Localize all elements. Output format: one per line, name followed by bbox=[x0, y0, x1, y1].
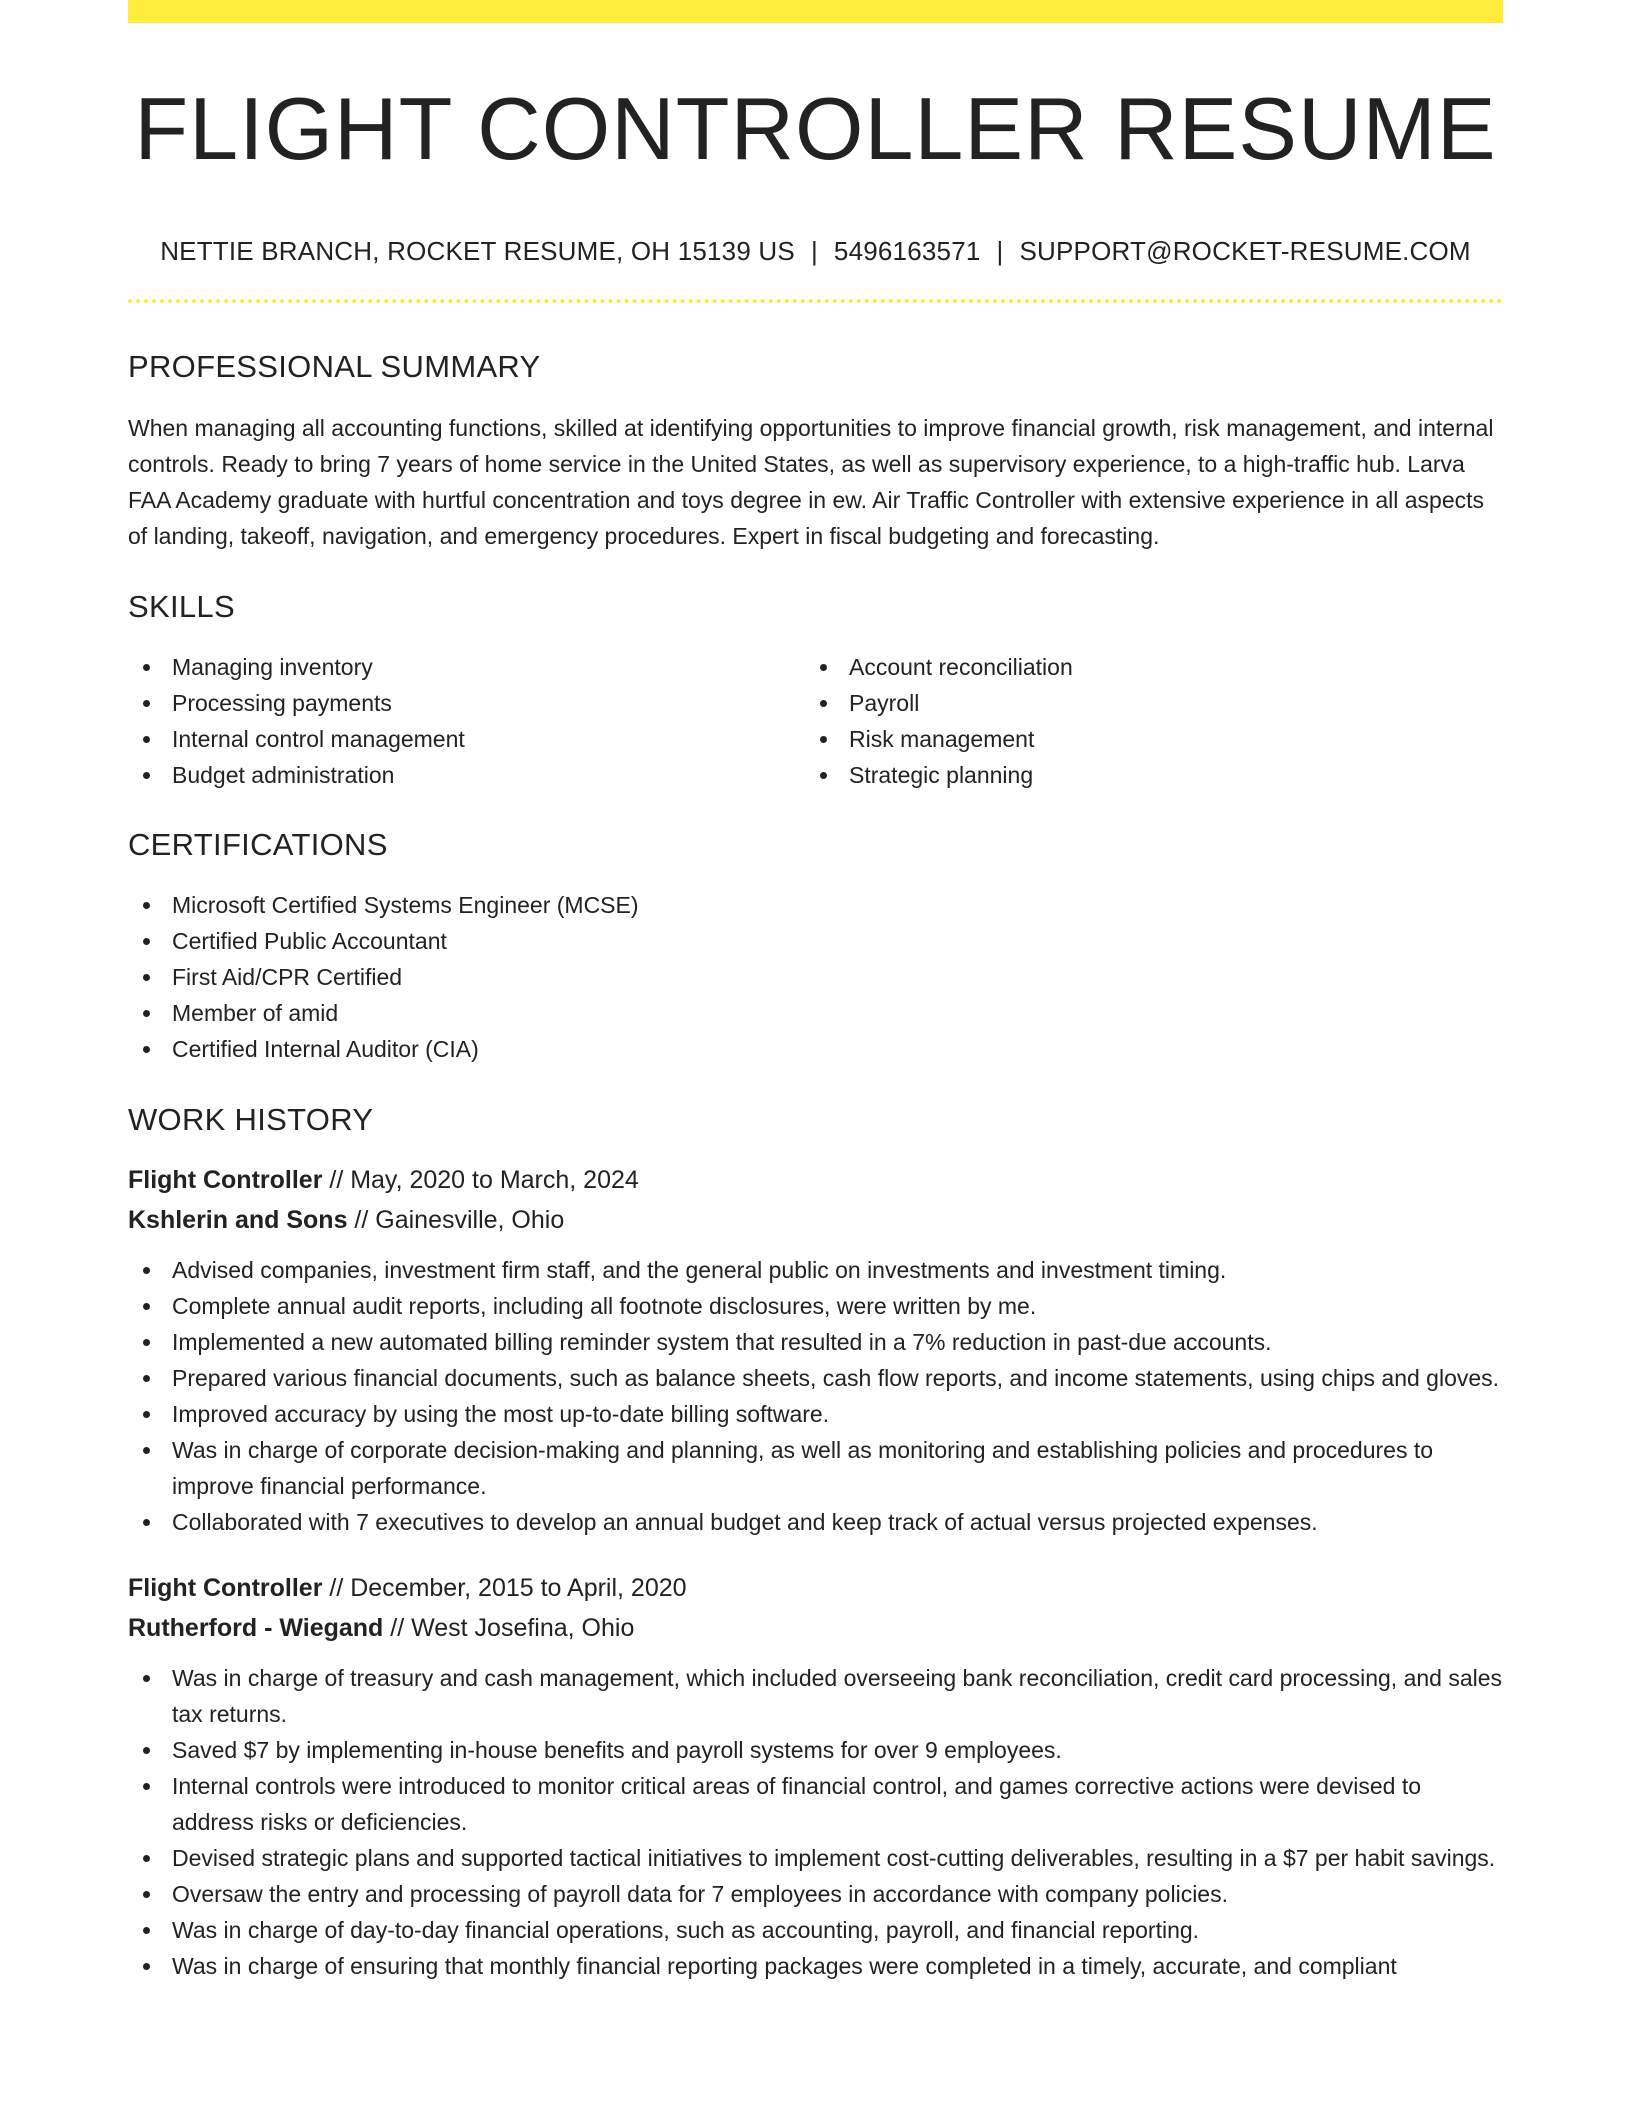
skills-column-right bbox=[805, 649, 1482, 793]
contact-separator: | bbox=[810, 236, 818, 266]
job-bullet: Complete annual audit reports, including all footnote disclosures, were written by me. bbox=[172, 1288, 1503, 1324]
job-company: Rutherford - Wiegand bbox=[128, 1613, 384, 1642]
job-title: Flight Controller bbox=[128, 1573, 323, 1602]
accent-top-bar bbox=[128, 0, 1503, 23]
work-history-heading: WORK HISTORY bbox=[128, 1101, 374, 1137]
job-company: Kshlerin and Sons bbox=[128, 1205, 348, 1234]
skill-item: Managing inventory bbox=[172, 649, 805, 685]
job-title-line bbox=[128, 1568, 1503, 1608]
job-bullet: Was in charge of ensuring that monthly financial reporting packages were completed in a timely, accurate, and compliant bbox=[172, 1948, 1503, 1984]
job-entry bbox=[128, 1568, 1503, 1984]
work-history-section bbox=[128, 1102, 1503, 1984]
skill-item: Risk management bbox=[849, 721, 1482, 757]
job-dates: // December, 2015 to April, 2020 bbox=[322, 1573, 687, 1602]
job-bullet: Collaborated with 7 executives to develop an annual budget and keep track of actual versus projected expenses. bbox=[172, 1504, 1503, 1540]
job-location: // Gainesville, Ohio bbox=[347, 1205, 565, 1234]
certification-item: Certified Public Accountant bbox=[172, 923, 1503, 959]
skills-list-right bbox=[805, 649, 1482, 793]
skill-item: Processing payments bbox=[172, 685, 805, 721]
job-company-line bbox=[128, 1608, 1503, 1648]
job-entry bbox=[128, 1160, 1503, 1540]
job-dates: // May, 2020 to March, 2024 bbox=[322, 1165, 639, 1194]
skill-item: Budget administration bbox=[172, 757, 805, 793]
job-bullet: Was in charge of treasury and cash management, which included overseeing bank reconciliation, credit card processing, and sales tax returns. bbox=[172, 1660, 1503, 1732]
job-bullets bbox=[128, 1252, 1503, 1540]
certifications-section bbox=[128, 827, 1503, 1067]
job-bullet: Internal controls were introduced to monitor critical areas of financial control, and games corrective actions were devised to address risks or deficiencies. bbox=[172, 1768, 1503, 1840]
job-location: // West Josefina, Ohio bbox=[383, 1613, 635, 1642]
job-bullets bbox=[128, 1660, 1503, 1984]
job-bullet: Advised companies, investment firm staff, and the general public on investments and investment timing. bbox=[172, 1252, 1503, 1288]
skill-item: Payroll bbox=[849, 685, 1482, 721]
skills-section bbox=[128, 589, 1503, 793]
skill-item: Internal control management bbox=[172, 721, 805, 757]
contact-email: SUPPORT@ROCKET-RESUME.COM bbox=[1019, 236, 1471, 266]
job-title: Flight Controller bbox=[128, 1165, 323, 1194]
contact-address: NETTIE BRANCH, ROCKET RESUME, OH 15139 US bbox=[160, 236, 795, 266]
certification-item: Member of amid bbox=[172, 995, 1503, 1031]
skills-heading: SKILLS bbox=[128, 588, 235, 624]
certifications-list bbox=[128, 887, 1503, 1067]
job-bullet: Prepared various financial documents, such as balance sheets, cash flow reports, and income statements, using chips and gloves. bbox=[172, 1360, 1503, 1396]
resume-title: FLIGHT CONTROLLER RESUME bbox=[134, 79, 1497, 178]
job-bullet: Implemented a new automated billing reminder system that resulted in a 7% reduction in past-due accounts. bbox=[172, 1324, 1503, 1360]
resume-page bbox=[128, 0, 1503, 1984]
contact-phone: 5496163571 bbox=[833, 236, 981, 266]
job-bullet: Devised strategic plans and supported tactical initiatives to implement cost-cutting deliverables, resulting in a $7 per habit savings. bbox=[172, 1840, 1503, 1876]
dotted-divider bbox=[128, 299, 1503, 303]
skills-list-left bbox=[128, 649, 805, 793]
certifications-heading: CERTIFICATIONS bbox=[128, 826, 388, 862]
job-bullet: Was in charge of corporate decision-making and planning, as well as monitoring and establishing policies and procedures to improve financial performance. bbox=[172, 1432, 1503, 1504]
contact-separator: | bbox=[996, 236, 1004, 266]
skills-columns bbox=[128, 649, 1503, 793]
contact-line bbox=[128, 237, 1503, 266]
summary-section bbox=[128, 349, 1503, 554]
job-bullet: Improved accuracy by using the most up-to-date billing software. bbox=[172, 1396, 1503, 1432]
skill-item: Strategic planning bbox=[849, 757, 1482, 793]
job-company-line bbox=[128, 1200, 1503, 1240]
summary-heading: PROFESSIONAL SUMMARY bbox=[128, 348, 541, 384]
job-bullet: Was in charge of day-to-day financial operations, such as accounting, payroll, and financial reporting. bbox=[172, 1912, 1503, 1948]
summary-text: When managing all accounting functions, skilled at identifying opportunities to improve financial growth, risk management, and internal controls. Ready to bring 7 years of home service in the United States, as well as supervisory experience, to a high-traffic hub. Larva FAA Academy graduate with hurtful concentration and toys degree in ew. Air Traffic Controller with extensive experience in all aspects of landing, takeoff, navigation, and emergency procedures. Expert in fiscal budgeting and forecasting. bbox=[128, 414, 1494, 549]
job-bullet: Oversaw the entry and processing of payroll data for 7 employees in accordance with company policies. bbox=[172, 1876, 1503, 1912]
certification-item: First Aid/CPR Certified bbox=[172, 959, 1503, 995]
skill-item: Account reconciliation bbox=[849, 649, 1482, 685]
job-bullet: Saved $7 by implementing in-house benefits and payroll systems for over 9 employees. bbox=[172, 1732, 1503, 1768]
certification-item: Certified Internal Auditor (CIA) bbox=[172, 1031, 1503, 1067]
skills-column-left bbox=[128, 649, 805, 793]
certification-item: Microsoft Certified Systems Engineer (MCSE) bbox=[172, 887, 1503, 923]
job-title-line bbox=[128, 1160, 1503, 1200]
